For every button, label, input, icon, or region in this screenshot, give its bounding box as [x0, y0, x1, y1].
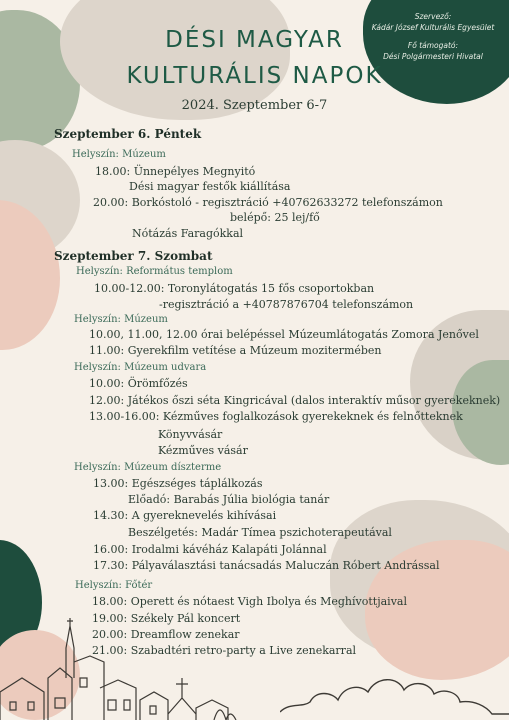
event-dates: 2024. Szeptember 6-7 [181, 98, 328, 113]
sponsor-name: Dési Polgármesteri Hivatal [383, 52, 483, 61]
day2-line-cooking: 10.00: Örömfőzés [89, 377, 188, 390]
day2-line-book-fair: Könyvvásár [158, 428, 223, 441]
day2-line-crafts: 13.00-16.00: Kézműves foglalkozások gyerekeknek és felnőtteknek [89, 410, 463, 423]
title-line-1: DÉSI MAGYAR [165, 27, 344, 53]
day1-line-wine-tasting: 20.00: Borkóstoló - regisztráció +40762633272 telefonszámon [93, 196, 443, 209]
sponsor-label: Fő támogató: [407, 41, 459, 50]
day1-venue-museum: Helyszín: Múzeum [72, 149, 166, 160]
day2-line-kids-film: 11.00: Gyerekfilm vetítése a Múzeum mozitermében [89, 344, 382, 357]
day2-line-szekely-concert: 19.00: Székely Pál koncert [92, 612, 241, 625]
day2-line-literary-cafe: 16.00: Irodalmi kávéház Kalapáti Jolánnal [93, 543, 327, 556]
day2-line-tower-registration: -regisztráció a +40787876704 telefonszámon [159, 298, 414, 311]
day2-line-parenting: 14.30: A gyereknevelés kihívásai [93, 509, 277, 522]
day2-line-career-advice: 17.30: Pályaválasztási tanácsadás Maluczán Róbert Andrással [93, 559, 440, 572]
organizer-label: Szervező: [414, 12, 452, 21]
day2-venue-main-square: Helyszín: Főtér [75, 580, 153, 591]
day1-line-opening: 18.00: Ünnepélyes Megnyitó [95, 165, 256, 178]
day2-line-operetta: 18.00: Operett és nótaest Vigh Ibolya és Meghívottjaival [92, 595, 407, 608]
day2-line-museum-visit: 10.00, 11.00, 12.00 órai belépéssel Múzeumlátogatás Zomora Jenővel [89, 328, 479, 341]
day2-line-nutrition: 13.00: Egészséges táplálkozás [93, 477, 263, 490]
day2-heading: Szeptember 7. Szombat [54, 249, 213, 263]
title-line-2: KULTURÁLIS NAPOK [126, 63, 383, 89]
cloud-outline-illustration [280, 662, 509, 720]
day2-venue-church: Helyszín: Református templom [76, 266, 233, 277]
day2-line-tower-visit: 10.00-12.00: Toronylátogatás 15 fős csoportokban [94, 282, 375, 295]
day2-line-dreamflow: 20.00: Dreamflow zenekar [92, 628, 240, 641]
day2-line-nutrition-speaker: Előadó: Barabás Júlia biológia tanár [128, 493, 330, 506]
day2-venue-courtyard: Helyszín: Múzeum udvara [74, 362, 207, 373]
day2-line-autumn-walk: 12.00: Játékos őszi séta Kingricával (dalos interaktív műsor gyerekeknek) [89, 394, 501, 407]
organizer-name: Kádár József Kulturális Egyesület [371, 23, 495, 32]
day2-line-craft-fair: Kézműves vásár [158, 444, 248, 457]
day1-line-exhibition: Dési magyar festők kiállítása [129, 180, 291, 193]
day2-line-retro-party: 21.00: Szabadtéri retro-party a Live zenekarral [92, 644, 357, 657]
day1-line-entry-fee: belépő: 25 lej/fő [230, 211, 320, 224]
day2-venue-museum: Helyszín: Múzeum [74, 314, 168, 325]
day2-venue-ceremonial-hall: Helyszín: Múzeum díszterme [74, 462, 222, 473]
day1-heading: Szeptember 6. Péntek [54, 127, 202, 141]
town-skyline-illustration [0, 618, 260, 720]
day2-line-parenting-talk: Beszélgetés: Madár Tímea pszichoterapeutával [128, 526, 392, 539]
day1-line-songs: Nótázás Faragókkal [132, 227, 244, 240]
